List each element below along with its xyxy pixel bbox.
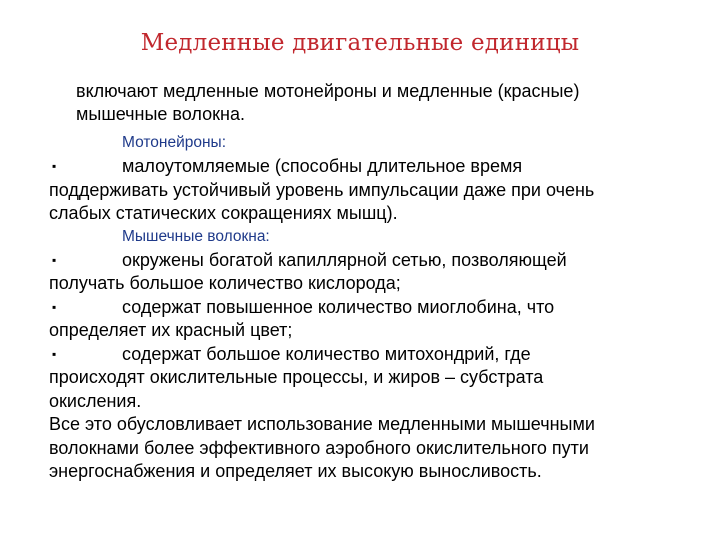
section-heading-motoneurons: Мотонейроны: — [122, 134, 226, 151]
bullet-item-text: окружены богатой капиллярной сетью, позволяющей — [122, 249, 567, 270]
bullet-square-icon: ▪ — [52, 346, 57, 361]
bullet-item — [49, 155, 689, 179]
slide-body — [49, 132, 689, 484]
bullet-item-continuation: определяет их красный цвет; — [49, 320, 293, 340]
bullet-item-continuation: происходят окислительные процессы, и жиров – субстрата — [49, 367, 544, 387]
section-heading-muscle-fibers: Мышечные волокна: — [122, 227, 270, 245]
intro-line: включают медленные мотонейроны и медленные (красные) — [76, 81, 580, 101]
bullet-square-icon: ▪ — [52, 299, 57, 314]
bullet-square-icon: ▪ — [52, 159, 57, 173]
bullet-item-continuation: получать большое количество кислорода; — [49, 273, 401, 293]
bullet-item — [49, 343, 689, 367]
bullet-item — [49, 296, 689, 320]
bullet-item — [49, 249, 689, 273]
bullet-item-text: малоутомляемые (способны длительное время — [122, 156, 523, 176]
conclusion-line: волокнами более эффективного аэробного окислительного пути — [49, 437, 589, 458]
bullet-item-continuation: поддерживать устойчивый уровень импульсации даже при очень — [49, 179, 595, 200]
conclusion-line: Все это обусловливает использование медленными мышечными — [49, 414, 595, 434]
intro-text — [76, 80, 676, 126]
slide-title: Медленные двигательные единицы — [140, 30, 580, 56]
bullet-item-text: содержат повышенное количество миоглобина, что — [122, 296, 555, 317]
bullet-square-icon: ▪ — [52, 252, 57, 267]
conclusion-line: энергоснабжения и определяет их высокую выносливость. — [49, 461, 542, 481]
intro-line: мышечные волокна. — [76, 104, 245, 124]
bullet-item-text: содержат большое количество митохондрий, где — [122, 343, 531, 364]
bullet-item-continuation: слабых статических сокращениях мышц). — [49, 203, 398, 223]
bullet-item-continuation: окисления. — [49, 390, 142, 411]
